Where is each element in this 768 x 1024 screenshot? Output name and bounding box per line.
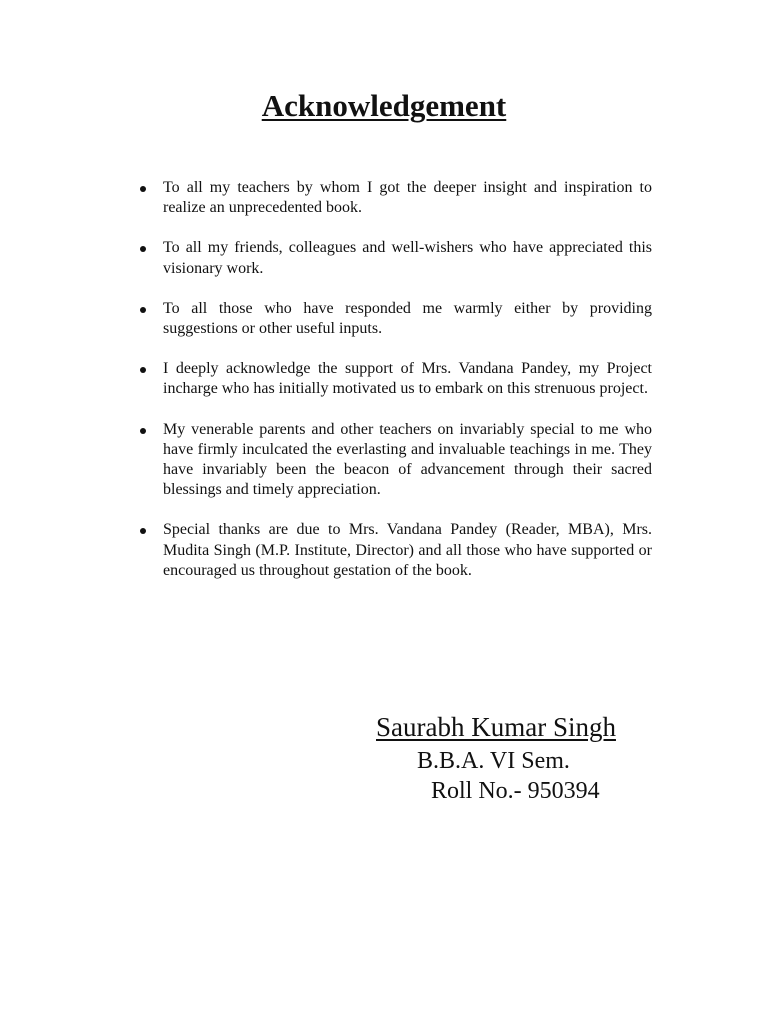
list-item-text: My venerable parents and other teachers on invariably special to me who have firmly inculcated the everlasting and invaluable teachings in me. They have invariably been the beacon of advancement through their sacred blessings and timely appreciation. (163, 420, 652, 499)
list-item-text: To all my teachers by whom I got the deeper insight and inspiration to realize an unprecedented book. (163, 179, 652, 217)
list-item (134, 520, 652, 581)
bullet-icon (140, 367, 146, 373)
list-item-text: To all those who have responded me warmly either by providing suggestions or other useful inputs. (163, 299, 652, 338)
list-item (134, 238, 652, 278)
signature-roll-number: Roll No.- 950394 (431, 778, 600, 804)
bullet-icon (140, 186, 146, 192)
acknowledgement-list (134, 178, 652, 601)
list-item (134, 299, 652, 339)
signature-name: Saurabh Kumar Singh (376, 712, 616, 742)
bullet-icon (140, 428, 146, 434)
signature-block (376, 710, 716, 806)
page-title: Acknowledgement (261, 88, 507, 123)
bullet-icon (140, 528, 146, 534)
bullet-icon (140, 307, 146, 313)
list-item (134, 178, 652, 218)
bullet-icon (140, 246, 146, 252)
list-item (134, 420, 652, 501)
list-item (134, 359, 652, 399)
signature-class: B.B.A. VI Sem. (417, 748, 570, 774)
list-item-text: I deeply acknowledge the support of Mrs. Vandana Pandey, my Project incharge who has initially motivated us to embark on this strenuous project. (163, 360, 652, 398)
list-item-text: To all my friends, colleagues and well-wishers who have appreciated this visionary work. (163, 239, 652, 277)
list-item-text: Special thanks are due to Mrs. Vandana Pandey (Reader, MBA), Mrs. Mudita Singh (M.P. Institute, Director) and all those who have supported or encouraged us throughout gestation of the book. (163, 521, 652, 579)
